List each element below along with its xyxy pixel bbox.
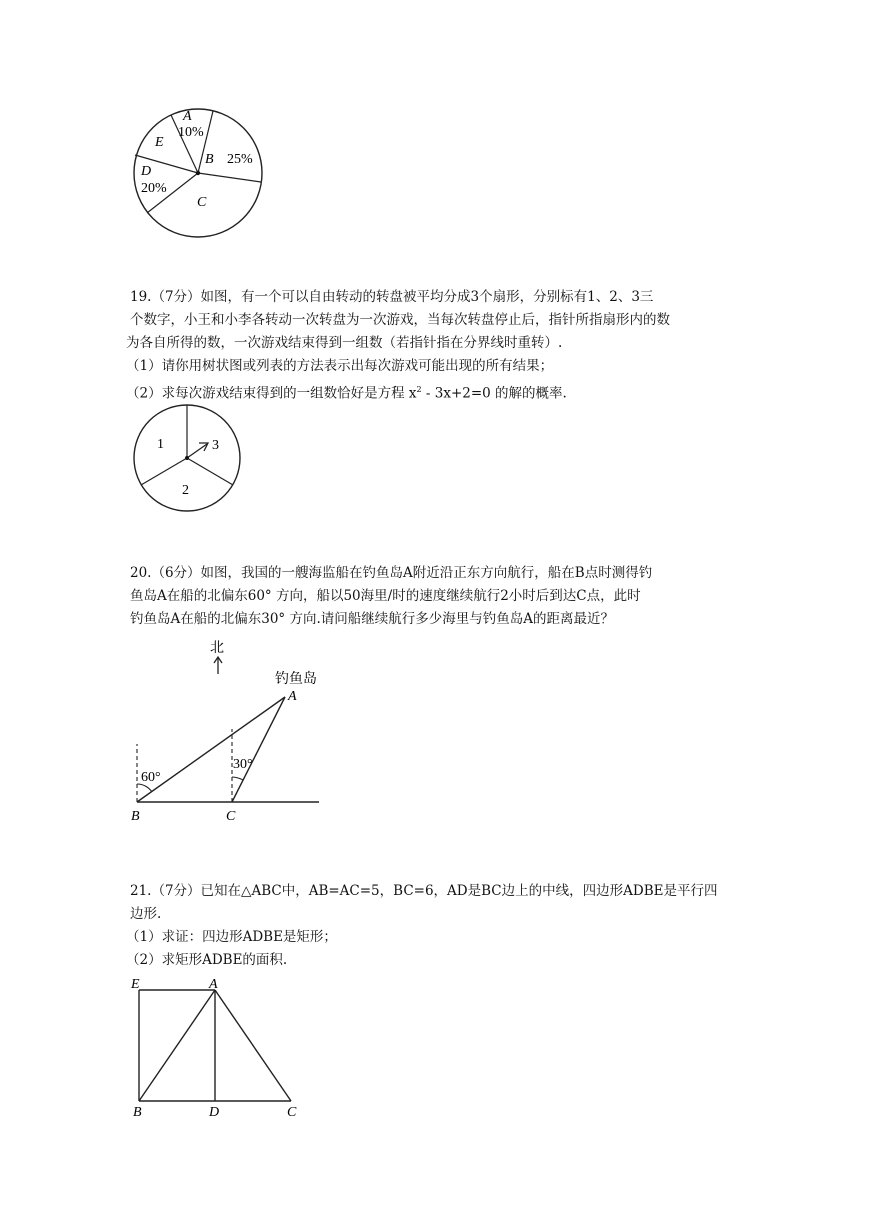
pie-pct-d: 20% (141, 181, 167, 196)
q19-part-2-post: - 3x+2=0 的解的概率. (421, 385, 567, 402)
angle-c-label: 30° (233, 757, 253, 772)
angle-b-label: 60° (141, 770, 161, 785)
point-b-label: B (131, 809, 140, 824)
q19-part-1: （1）请你用树状图或列表的方法表示出每次游戏可能出现的所有结果； (126, 358, 554, 374)
point-b-label: B (133, 1105, 142, 1120)
pie-label-e: E (155, 135, 164, 150)
point-a-label: A (209, 977, 218, 992)
q21-part-1: （1）求证：四边形ADBE是矩形； (126, 929, 337, 945)
spinner-figure (128, 400, 248, 520)
pie-label-a: A (183, 109, 192, 124)
navigation-figure (125, 632, 325, 832)
point-a-label: A (288, 689, 297, 704)
pie-label-d: D (141, 164, 152, 179)
pie-pct-b: 25% (227, 152, 253, 167)
spinner-sector-3: 3 (212, 438, 219, 453)
point-c-label: C (226, 809, 236, 824)
q19-part-2-pre: （2）求每次游戏结束得到的一组数恰好是方程 x (126, 385, 417, 402)
spinner-sector-1: 1 (157, 437, 164, 452)
spinner-divider-right (187, 458, 233, 485)
q21-line-1: 21.（7分）已知在△ABC中，AB=AC=5，BC=6，AD是BC边上的中线，四边形ADBE是平行四 (130, 883, 718, 899)
q19-line-3: 为各自所得的数，一次游戏结束得到一组数（若指针指在分界线时重转）. (126, 335, 563, 351)
q19-line-1: 19.（7分）如图，有一个可以自由转动的转盘被平均分成3个扇形，分别标有1、2、3三 (130, 289, 654, 305)
north-label: 北 (210, 640, 224, 656)
q20-line-3: 钓鱼岛A在船的北偏东30° 方向.请问船继续航行多少海里与钓鱼岛A的距离最近？ (130, 611, 615, 627)
segment-ca (232, 697, 285, 802)
q19-line-2: 个数字，小王和小李各转动一次转盘为一次游戏，当每次转盘停止后，指针所指扇形内的数 (130, 312, 670, 328)
angle-arc-b (137, 784, 152, 792)
spinner-divider-left (141, 458, 187, 485)
rectangle-triangle-figure (125, 975, 315, 1125)
q20-line-1: 20.（6分）如图，我国的一艘海监船在钓鱼岛A附近沿正东方向航行，船在B点时测得钓 (130, 565, 653, 581)
question-19 (126, 286, 750, 406)
q21-part-2: （2）求矩形ADBE的面积. (126, 952, 288, 968)
segment-ab (139, 990, 215, 1101)
segment-ac (215, 990, 291, 1101)
question-20 (130, 562, 750, 631)
q20-line-2: 鱼岛A在船的北偏东60° 方向，船以50海里/时的速度继续航行2小时后到达C点，此时 (130, 588, 641, 604)
pie-label-c: C (197, 195, 207, 210)
island-label: 钓鱼岛 (275, 671, 317, 687)
pie-center-dot (196, 171, 200, 175)
segment-ba (137, 697, 285, 802)
point-c-label: C (287, 1105, 297, 1120)
q19-part-2-exponent: 2 (416, 385, 422, 394)
pie-chart-figure (125, 100, 275, 250)
point-d-label: D (209, 1105, 220, 1120)
point-e-label: E (131, 977, 140, 992)
angle-arc-c (232, 777, 243, 780)
q21-line-2: 边形. (130, 906, 162, 922)
spinner-center-dot (185, 456, 189, 460)
pie-label-b: B (205, 152, 214, 167)
pie-divider-b-c (198, 173, 261, 182)
question-21 (126, 880, 750, 972)
spinner-sector-2: 2 (182, 483, 189, 498)
pie-pct-a: 10% (178, 125, 204, 140)
